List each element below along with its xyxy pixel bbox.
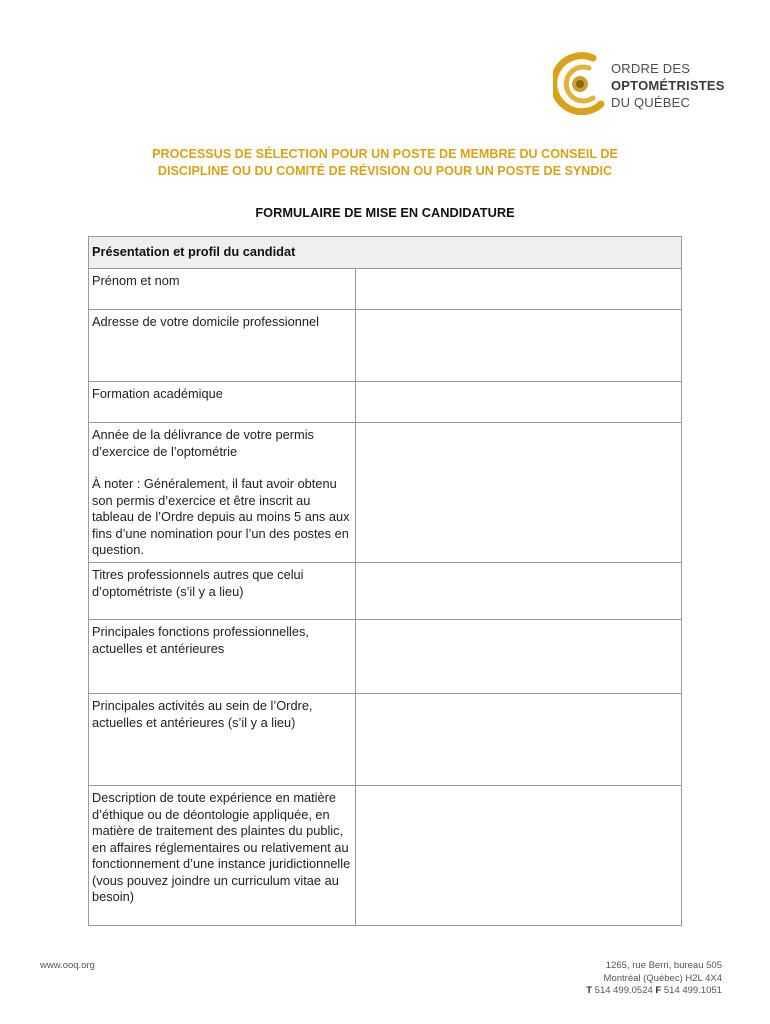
row-permit-year <box>89 423 682 563</box>
field-label-education: Formation académique <box>89 382 356 423</box>
footer-contact <box>586 960 722 998</box>
field-label-order-activities: Principales activités au sein de l’Ordre, actuelles et antérieures (s’il y a lieu) <box>89 694 356 786</box>
field-label-permit-year <box>89 423 356 563</box>
title-line-1: PROCESSUS DE SÉLECTION POUR UN POSTE DE MEMBRE DU CONSEIL DE <box>152 147 618 161</box>
field-input-permit-year[interactable] <box>356 423 682 563</box>
footer-phone-fax <box>586 985 722 998</box>
fax-label: F <box>655 985 662 996</box>
field-input-address[interactable] <box>356 310 682 382</box>
footer-address-line-1: 1265, rue Berri, bureau 505 <box>605 960 722 971</box>
table-header-row <box>89 237 682 269</box>
permit-year-label: Année de la délivrance de votre permis d’exercice de l’optométrie <box>92 427 314 459</box>
field-input-education[interactable] <box>356 382 682 423</box>
document-title <box>88 146 682 180</box>
row-other-titles <box>89 563 682 620</box>
field-label-experience: Description de toute expérience en matière d’éthique ou de déontologie appliquée, en matière de traitement des plaintes du public, en affaires réglementaires ou relativement au fonctionnement d’une instance juridictionnelle (vous pouvez joindre un curriculum vitae au besoin) <box>89 786 356 926</box>
logo-line-3: DU QUÉBEC <box>611 95 691 110</box>
ooq-logo <box>553 52 733 116</box>
field-label-name: Prénom et nom <box>89 269 356 310</box>
row-experience <box>89 786 682 926</box>
row-education <box>89 382 682 423</box>
field-input-experience[interactable] <box>356 786 682 926</box>
logo-line-2: OPTOMÉTRISTES <box>611 78 725 93</box>
table-header: Présentation et profil du candidat <box>89 237 682 269</box>
row-name <box>89 269 682 310</box>
candidate-profile-table <box>88 236 682 926</box>
permit-year-note: À noter : Généralement, il faut avoir obtenu son permis d’exercice et être inscrit au tableau de l’Ordre depuis au moins 5 ans aux fins d’une nomination pour l’un des postes en question. <box>92 476 350 557</box>
fax-number: 514 499.1051 <box>663 985 722 996</box>
field-input-name[interactable] <box>356 269 682 310</box>
row-address <box>89 310 682 382</box>
footer-website: www.ooq.org <box>40 960 95 971</box>
field-label-professional-functions: Principales fonctions professionnelles, actuelles et antérieures <box>89 620 356 694</box>
footer-address-line-2: Montréal (Québec) H2L 4X4 <box>603 972 722 984</box>
field-input-other-titles[interactable] <box>356 563 682 620</box>
row-professional-functions <box>89 620 682 694</box>
logo-line-1: ORDRE DES <box>611 61 691 76</box>
phone-number: 514 499.0524 <box>594 985 653 996</box>
logo-wordmark <box>611 60 725 111</box>
row-order-activities <box>89 694 682 786</box>
form-subtitle: FORMULAIRE DE MISE EN CANDIDATURE <box>255 205 515 220</box>
field-label-other-titles: Titres professionnels autres que celui d’optométriste (s’il y a lieu) <box>89 563 356 620</box>
title-line-2: DISCIPLINE OU DU COMITÉ DE RÉVISION OU POUR UN POSTE DE SYNDIC <box>157 164 613 178</box>
phone-label: T <box>586 985 593 996</box>
field-input-professional-functions[interactable] <box>356 620 682 694</box>
field-label-address: Adresse de votre domicile professionnel <box>89 310 356 382</box>
field-input-order-activities[interactable] <box>356 694 682 786</box>
ooq-logo-mark-icon <box>553 52 609 116</box>
